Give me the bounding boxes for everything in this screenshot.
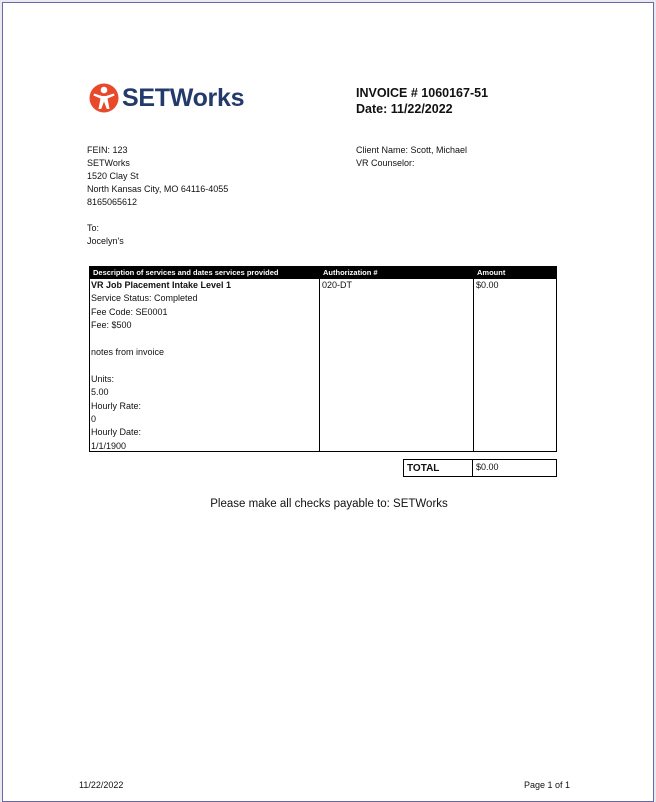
total-box [403, 459, 557, 477]
fee-code: Fee Code: SE0001 [91, 306, 168, 317]
payable-note: Please make all checks payable to: SETWorks [210, 498, 448, 510]
to-label: To: [87, 223, 100, 233]
vendor-city: North Kansas City, MO 64116-4055 [87, 184, 229, 194]
service-title: VR Job Placement Intake Level 1 [91, 280, 232, 290]
vendor-phone: 8165065612 [87, 197, 138, 207]
client-info [356, 144, 467, 170]
column-divider [473, 267, 474, 451]
fee: Fee: $500 [91, 320, 132, 331]
hourly-rate-value: 0 [91, 414, 97, 425]
hourly-rate-label: Hourly Rate: [91, 400, 142, 411]
description-cell [91, 279, 231, 453]
vendor-fein: FEIN: 123 [87, 145, 128, 155]
vr-counselor: VR Counselor: [356, 158, 415, 168]
recipient-name: Jocelyn's [87, 236, 124, 246]
invoice-page [2, 2, 654, 802]
person-circle-logo-icon [89, 83, 119, 113]
header-amount: Amount [477, 268, 506, 277]
footer-page-number: Page 1 of 1 [524, 780, 571, 790]
total-divider [472, 460, 473, 476]
hourly-date-value: 1/1/1900 [91, 440, 127, 451]
units-label: Units: [91, 373, 115, 384]
total-label: TOTAL [407, 463, 440, 474]
services-table [89, 266, 557, 452]
client-name: Client Name: Scott, Michael [356, 145, 468, 155]
column-divider [319, 267, 320, 451]
invoice-number: INVOICE # 1060167-51 [356, 86, 489, 100]
vendor-name: SETWorks [87, 158, 130, 168]
amount-cell: $0.00 [476, 280, 499, 290]
invoice-notes: notes from invoice [91, 347, 165, 358]
invoice-heading [356, 85, 488, 117]
recipient [87, 222, 124, 248]
hourly-date-label: Hourly Date: [91, 427, 142, 438]
vendor-address [87, 144, 228, 209]
header-authorization: Authorization # [323, 268, 378, 277]
units-value: 5.00 [91, 387, 109, 398]
total-value: $0.00 [476, 462, 499, 472]
vendor-street: 1520 Clay St [87, 171, 139, 181]
header-description: Description of services and dates services provided [93, 268, 279, 277]
logo-wordmark: SETWorks [122, 84, 245, 112]
setworks-logo [89, 82, 244, 114]
invoice-date: Date: 11/22/2022 [356, 102, 453, 116]
footer-date: 11/22/2022 [79, 780, 124, 790]
table-header-row [90, 267, 556, 279]
authorization-cell: 020-DT [322, 280, 353, 290]
service-status: Service Status: Completed [91, 293, 198, 304]
